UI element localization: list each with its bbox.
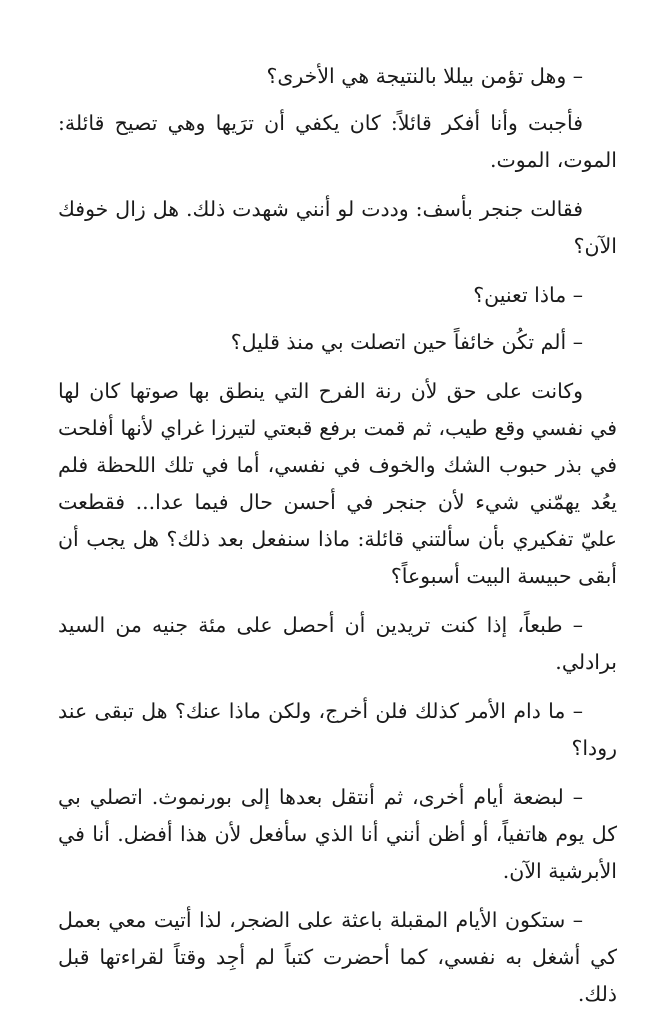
paragraph-1: – وهل تؤمن بيللا بالنتيجة هي الأخرى؟ (266, 64, 583, 88)
paragraph-3: فقالت جنجر بأسف: وددت لو أنني شهدت ذلك. هل زال خوفك الآن؟ (58, 197, 617, 258)
paragraph-10: – ستكون الأيام المقبلة باعثة على الضجر، لذا أتيت معي بعمل كي أشغل به نفسي، كما أحضرت كتباً لم أجِد وقتاً لقراءتها قبل ذلك. (58, 908, 617, 1006)
paragraph-5: – ألم تكُن خائفاً حين اتصلت بي منذ قليل؟ (230, 330, 583, 354)
paragraph-6: وكانت على حق لأن رنة الفرح التي ينطق بها صوتها كان لها في نفسي وقع طيب، ثم قمت برفع قبعتي لتيرزا غراي لأنها أفلحت في بذر حبوب الشك والخوف في نفسي، أما في تلك اللحظة فلم يعُد يهمّني شيء لأن جنجر في أحسن حال فيما عدا... فقطعت عليّ تفكيري بأن سألتني قائلة: ماذا سنفعل بعد ذلك؟ هل يجب أن أبقى حبيسة البيت أسبوعاً؟ (58, 379, 617, 588)
paragraph-7: – طبعاً، إذا كنت تريدين أن أحصل على مئة جنيه من السيد برادلي. (58, 613, 617, 674)
paragraph-9: – لبضعة أيام أخرى، ثم أنتقل بعدها إلى بورنموث. اتصلي بي كل يوم هاتفياً، أو أظن أنني أنا الذي سأفعل لأن هذا أفضل. أنا في الأبرشية الآن. (58, 785, 617, 883)
paragraph-4: – ماذا تعنين؟ (473, 283, 583, 307)
paragraph-8: – ما دام الأمر كذلك فلن أخرج، ولكن ماذا عنك؟ هل تبقى عند رودا؟ (58, 699, 617, 760)
paragraph-2: فأجبت وأنا أفكر قائلاً: كان يكفي أن ترَيها وهي تصيح قائلة: الموت، الموت. (58, 111, 617, 172)
